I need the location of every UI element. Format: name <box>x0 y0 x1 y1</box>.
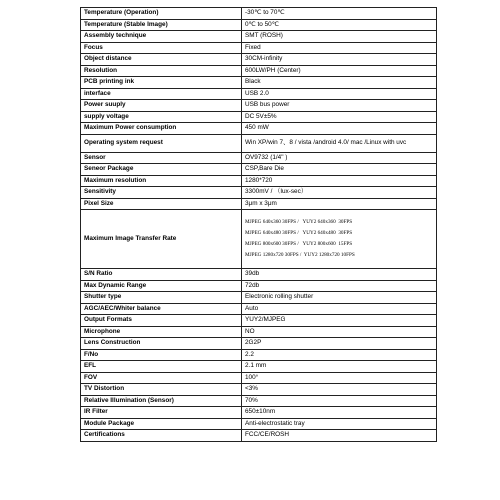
spec-row <box>81 384 437 396</box>
spec-value: 650±10nm <box>242 407 437 419</box>
spec-row <box>81 123 437 135</box>
spec-row <box>81 42 437 54</box>
spec-label: EFL <box>81 361 242 373</box>
spec-row <box>81 395 437 407</box>
spec-value: Auto <box>242 303 437 315</box>
spec-label: Assembly technique <box>81 31 242 43</box>
spec-label: Pixel Size <box>81 198 242 210</box>
spec-value: Electronic rolling shutter <box>242 292 437 304</box>
spec-value: Black <box>242 77 437 89</box>
spec-row <box>81 77 437 89</box>
specification-table <box>80 7 437 442</box>
spec-label: F/No <box>81 349 242 361</box>
spec-label: Certifications <box>81 430 242 442</box>
spec-value: 3300mV / （lux-sec） <box>242 187 437 199</box>
spec-row <box>81 361 437 373</box>
transfer-rate-list: MJPEG 640x360 30FPS / YUY2 640x360 30FPS MJPEG 640x480 30FPS / YUY2 640x480 30FPS MJPEG 800x600 30FPS / YUY2 800x600 15FPS MJPEG 1280x720 30FPS / YUY2 1280x720 10FPS <box>245 219 355 258</box>
spec-label: supply voltage <box>81 111 242 123</box>
spec-value: 2.2 <box>242 349 437 361</box>
spec-value: Win XP/win 7、8 / vista /android 4.0/ mac /Linux with uvc <box>242 134 437 152</box>
spec-row <box>81 315 437 327</box>
spec-value: 70% <box>242 395 437 407</box>
spec-label: Sensitivity <box>81 187 242 199</box>
spec-label: Maximum resolution <box>81 175 242 187</box>
spec-row <box>81 8 437 20</box>
spec-row <box>81 175 437 187</box>
spec-row <box>81 198 437 210</box>
spec-value: YUY2/MJPEG <box>242 315 437 327</box>
spec-label: Seneor Package <box>81 164 242 176</box>
spec-label: Focus <box>81 42 242 54</box>
spec-row <box>81 407 437 419</box>
spec-label: Resolution <box>81 65 242 77</box>
spec-label: Object distance <box>81 54 242 66</box>
spec-value <box>242 210 437 269</box>
spec-row <box>81 164 437 176</box>
spec-value: USB 2.0 <box>242 88 437 100</box>
spec-row <box>81 152 437 164</box>
spec-value: 2G2P <box>242 338 437 350</box>
spec-value: 39db <box>242 269 437 281</box>
spec-row <box>81 269 437 281</box>
spec-row <box>81 100 437 112</box>
spec-row <box>81 31 437 43</box>
spec-label: Relative Illumination (Sensor) <box>81 395 242 407</box>
spec-row <box>81 338 437 350</box>
spec-value: Anti-electrostatic tray <box>242 418 437 430</box>
spec-row <box>81 292 437 304</box>
spec-label: interface <box>81 88 242 100</box>
spec-value: 72db <box>242 280 437 292</box>
spec-label: Shutter type <box>81 292 242 304</box>
spec-row <box>81 187 437 199</box>
spec-row <box>81 54 437 66</box>
spec-value: 1280*720 <box>242 175 437 187</box>
spec-value: USB bus power <box>242 100 437 112</box>
spec-value: CSP,Bare Die <box>242 164 437 176</box>
spec-row <box>81 303 437 315</box>
spec-value: FCC/CE/ROSH <box>242 430 437 442</box>
spec-label: Output Formats <box>81 315 242 327</box>
spec-row <box>81 65 437 77</box>
spec-value: 450 mW <box>242 123 437 135</box>
spec-row <box>81 134 437 152</box>
spec-value: SMT (ROSH) <box>242 31 437 43</box>
spec-value: 100° <box>242 372 437 384</box>
spec-value: <3% <box>242 384 437 396</box>
spec-label: FOV <box>81 372 242 384</box>
spec-label: Maximum Image Transfer Rate <box>81 210 242 269</box>
spec-row <box>81 280 437 292</box>
spec-value: 3μm x 3μm <box>242 198 437 210</box>
spec-label: PCB printing ink <box>81 77 242 89</box>
spec-value: NO <box>242 326 437 338</box>
spec-row <box>81 111 437 123</box>
spec-label: Module Package <box>81 418 242 430</box>
spec-value: 0℃ to 50℃ <box>242 19 437 31</box>
spec-label: Maximum Power consumption <box>81 123 242 135</box>
spec-label: S/N Ratio <box>81 269 242 281</box>
spec-value: 30CM-infinity <box>242 54 437 66</box>
spec-row <box>81 418 437 430</box>
spec-label: Power suuply <box>81 100 242 112</box>
spec-label: Microphone <box>81 326 242 338</box>
spec-label: Temperature (Stable Image) <box>81 19 242 31</box>
spec-label: TV Distortion <box>81 384 242 396</box>
spec-label: AGC/AEC/Whiter balance <box>81 303 242 315</box>
spec-value: DC 5V±5% <box>242 111 437 123</box>
spec-row <box>81 210 437 269</box>
spec-value: Fixed <box>242 42 437 54</box>
spec-label: Temperature (Operation) <box>81 8 242 20</box>
spec-row <box>81 372 437 384</box>
spec-label: IR Filter <box>81 407 242 419</box>
spec-value: 2.1 mm <box>242 361 437 373</box>
spec-label: Sensor <box>81 152 242 164</box>
spec-value: -30℃ to 70℃ <box>242 8 437 20</box>
spec-value: OV9732 (1/4" ) <box>242 152 437 164</box>
spec-label: Operating system request <box>81 134 242 152</box>
spec-value: 600LW/PH (Center) <box>242 65 437 77</box>
spec-row <box>81 349 437 361</box>
spec-row <box>81 19 437 31</box>
spec-label: Max Dynamic Range <box>81 280 242 292</box>
spec-row <box>81 430 437 442</box>
spec-label: Lens Construction <box>81 338 242 350</box>
spec-row <box>81 326 437 338</box>
spec-row <box>81 88 437 100</box>
specification-table-body <box>81 8 437 442</box>
